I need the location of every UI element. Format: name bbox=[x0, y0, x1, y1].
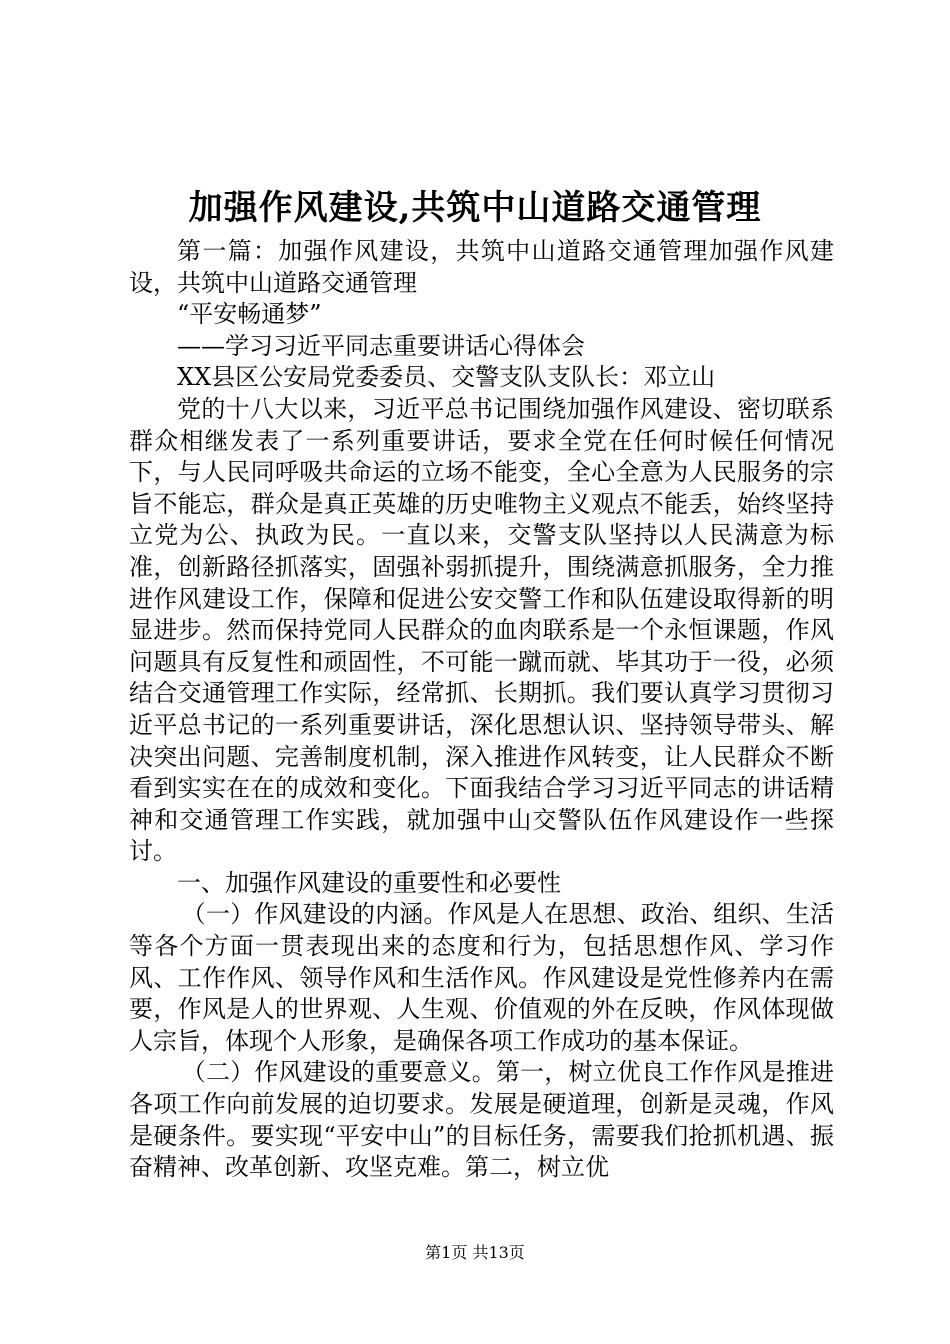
paragraph-author: XX县区公安局党委委员、交警支队支队长：邓立山 bbox=[177, 363, 716, 392]
page-number-footer: 第1页 共13页 bbox=[425, 1243, 525, 1262]
paragraph-subtitle: ——学习习近平同志重要讲话心得体会 bbox=[177, 331, 585, 360]
document-title: 加强作风建设,共筑中山道路交通管理 bbox=[188, 188, 762, 228]
paragraph-section-heading: 第一篇：加强作风建设，共筑中山道路交通管理加强作风建设，共筑中山道路交通管理 bbox=[129, 237, 834, 297]
paragraph-connotation: （一）作风建设的内涵。作风是人在思想、政治、组织、生活等各个方面一贯表现出来的态度和行为，包括思想作风、学习作风、工作作风、领导作风和生活作风。作风建设是党性修养内在需要，作风是人的世界观、人生观、价值观的外在反映，作风体现做人宗旨，体现个人形象，是确保各项工作成功的基本保证。 bbox=[129, 900, 834, 1055]
paragraph-significance: （二）作风建设的重要意义。第一，树立优良工作作风是推进各项工作向前发展的迫切要求。发展是硬道理，创新是灵魂，作风是硬条件。要实现“平安中山”的目标任务，需要我们抢抓机遇、振奋精神、改革创新、攻坚克难。第二，树立优 bbox=[129, 1058, 834, 1182]
paragraph-part-one-heading: 一、加强作风建设的重要性和必要性 bbox=[177, 868, 561, 897]
paragraph-introduction: 党的十八大以来，习近平总书记围绕加强作风建设、密切联系群众相继发表了一系列重要讲话，要求全党在任何时候任何情况下，与人民同呼吸共命运的立场不能变，全心全意为人民服务的宗旨不能忘，群众是真正英雄的历史唯物主义观点不能丢，始终坚持立党为公、执政为民。一直以来，交警支队坚持以人民满意为标准，创新路径抓落实，固强补弱抓提升，围绕满意抓服务，全力推进作风建设工作，保障和促进公安交警工作和队伍建设取得新的明显进步。然而保持党同人民群众的血肉联系是一个永恒课题，作风问题具有反复性和顽固性，不可能一蹴而就、毕其功于一役，必须结合交通管理工作实际，经常抓、长期抓。我们要认真学习贯彻习近平总书记的一系列重要讲话，深化思想认识、坚持领导带头、解决突出问题、完善制度机制，深入推进作风转变，让人民群众不断看到实实在在的成效和变化。下面我结合学习习近平同志的讲话精神和交通管理工作实践，就加强中山交警队伍作风建设作一些探讨。 bbox=[129, 394, 834, 866]
document-body bbox=[129, 236, 834, 1184]
paragraph-theme-quote: “平安畅通梦” bbox=[177, 300, 322, 329]
